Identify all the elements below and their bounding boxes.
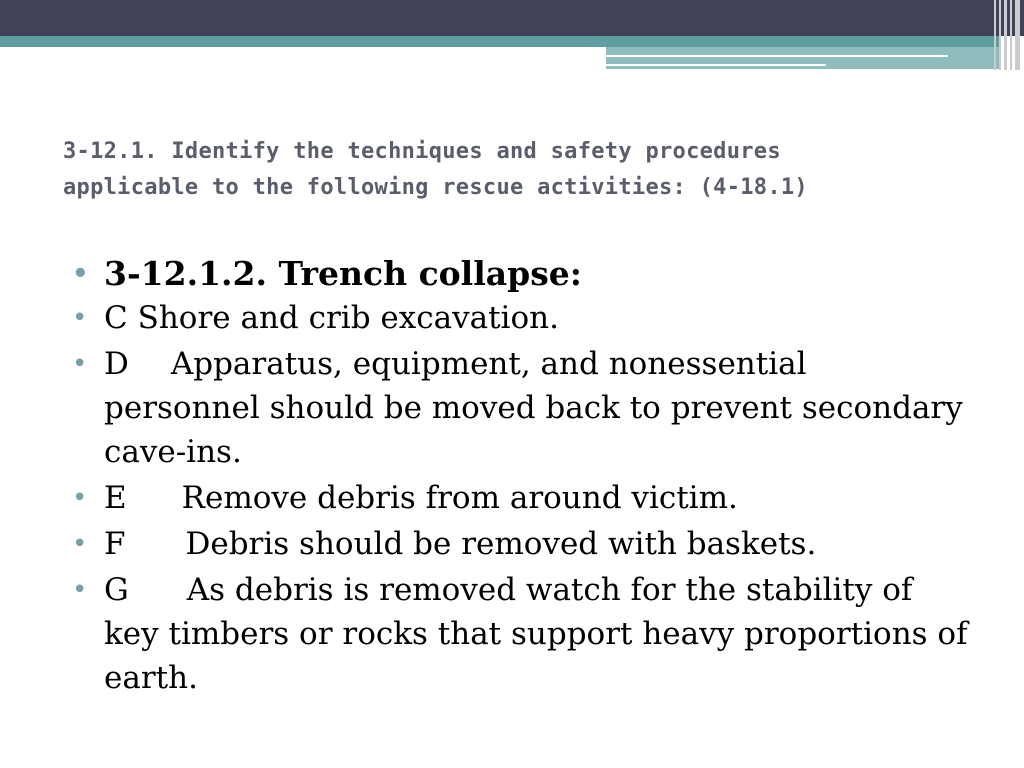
bullet-text: 3-12.1.2. Trench collapse: <box>104 254 582 293</box>
bullet-list <box>70 252 970 702</box>
header-accent-band <box>0 36 1000 47</box>
bullet-dot-icon: • <box>72 259 89 289</box>
header-band <box>0 0 1024 36</box>
title-line-2: applicable to the following rescue activities: (4-18.1) <box>63 175 808 200</box>
bullet-text: Remove debris from around victim. <box>181 480 738 516</box>
bullet-letter: F <box>104 526 126 562</box>
bullet-text: As debris is removed watch for the stability of key timbers or rocks that support heavy proportions of earth. <box>104 572 968 696</box>
header-rule-1 <box>606 55 948 57</box>
bullet-dot-icon: • <box>72 349 88 379</box>
bullet-item <box>70 522 970 566</box>
bullet-dot-icon: • <box>72 483 88 513</box>
bullet-item <box>70 568 970 700</box>
bullet-letter: E <box>104 480 127 516</box>
bullet-letter: C <box>104 300 128 336</box>
bullet-item <box>70 476 970 520</box>
bullet-text: Debris should be removed with baskets. <box>185 526 817 562</box>
bullet-item <box>70 296 970 340</box>
header-stripes <box>994 0 1024 70</box>
bullet-item <box>70 342 970 474</box>
bullet-dot-icon: • <box>72 303 88 333</box>
bullet-dot-icon: • <box>72 529 88 559</box>
title-line-1: 3-12.1. Identify the techniques and safety procedures <box>63 139 781 164</box>
bullet-letter: G <box>104 572 129 608</box>
bullet-text: Apparatus, equipment, and nonessential personnel should be moved back to prevent secondary cave-ins. <box>104 346 963 470</box>
bullet-letter: D <box>104 346 129 382</box>
bullet-text: Shore and crib excavation. <box>137 300 559 336</box>
bullet-item <box>70 252 970 296</box>
header-rule-2 <box>606 64 826 66</box>
slide-title <box>63 134 883 206</box>
bullet-dot-icon: • <box>72 575 88 605</box>
